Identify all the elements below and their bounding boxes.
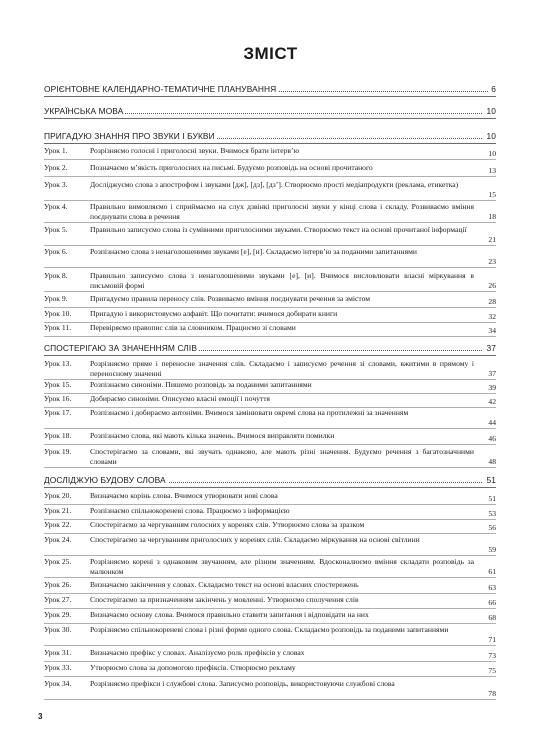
toc-lesson-row[interactable]: [44, 555, 496, 578]
toc-lesson-row[interactable]: [44, 245, 496, 268]
lesson-page: 23: [488, 256, 496, 266]
lesson-number: Урок 24.: [44, 535, 72, 544]
lesson-title: Позначаємо м’якість приголосних на письмі. Будуємо розповідь на основі прочитаного: [90, 163, 373, 172]
toc-section[interactable]: [44, 340, 496, 356]
toc-lesson-row[interactable]: [44, 578, 496, 594]
toc-lesson-row[interactable]: [44, 161, 496, 177]
lesson-title: Утворюємо слова за допомогою префіксів. Створюємо рекламу: [90, 663, 296, 672]
section-title: ПРИГАДУЮ ЗНАННЯ ПРО ЗВУКИ І БУКВИ: [44, 131, 215, 141]
lesson-page: 21: [488, 234, 496, 244]
lesson-page: 75: [488, 665, 496, 675]
lesson-number: Урок 11.: [44, 323, 72, 332]
lesson-page: 71: [488, 634, 496, 644]
lesson-number: Урок 30.: [44, 625, 72, 634]
lesson-title: Правильно вимовляємо і сприймаємо на слух дзвінкі приголосні звуки у кінці слова і складу. Розвиваємо вміння поєднувати слова в речення: [90, 202, 474, 221]
lesson-title: Розрізняємо голосні і приголосні звуки. Вчимося брати інтерв’ю: [90, 146, 300, 155]
section-page: 10: [483, 106, 496, 116]
lesson-number: Урок 25.: [44, 557, 72, 566]
lesson-number: Урок 16.: [44, 394, 72, 403]
toc-lesson-row[interactable]: [44, 321, 496, 337]
toc-lesson-row[interactable]: [44, 357, 496, 380]
lesson-page: 32: [488, 311, 496, 321]
lesson-page: 63: [488, 582, 496, 592]
lesson-title: Розпізнаємо спільнокореневі слова. Працюємо з інформацією: [90, 506, 290, 515]
toc-lesson-row[interactable]: [44, 593, 496, 609]
lesson-number: Урок 18.: [44, 431, 72, 440]
lesson-title: Перевіряємо правопис слів за словником. Працюємо зі словами: [90, 323, 296, 332]
lesson-number: Урок 10.: [44, 309, 72, 318]
lesson-title: Добираємо синоніми. Описуємо власні емоції і почуття: [90, 394, 270, 403]
toc-lesson-row[interactable]: [44, 646, 496, 662]
toc-lesson-row[interactable]: [44, 533, 496, 556]
lesson-number: Урок 20.: [44, 491, 72, 500]
lesson-number: Урок 27.: [44, 595, 72, 604]
section-page: 51: [483, 475, 496, 485]
section-title: ДОСЛІДЖУЮ БУДОВУ СЛОВА: [44, 475, 166, 485]
lesson-number: Урок 4.: [44, 202, 68, 211]
lesson-number: Урок 26.: [44, 580, 72, 589]
lesson-number: Урок 21.: [44, 506, 72, 515]
lesson-page: 42: [488, 396, 496, 406]
lesson-page: 10: [488, 148, 496, 158]
toc-lesson-row[interactable]: [44, 445, 496, 468]
page-number: 3: [38, 712, 43, 721]
lesson-page: 26: [488, 280, 496, 290]
lesson-title: Спостерігаємо за чергуванням приголосних у коренях слів. Складаємо міркування на основі світлини: [90, 535, 420, 544]
lesson-title: Правильно записуємо слова з ненаголошеними звуками [е], [и]. Вчимося висловлювати власні міркування в письмовій формі: [90, 271, 474, 290]
toc-lesson-row[interactable]: [44, 178, 496, 201]
section-page: 6: [488, 84, 496, 94]
lesson-number: Урок 9.: [44, 294, 68, 303]
lesson-number: Урок 29.: [44, 610, 72, 619]
lesson-title: Розпізнаємо синоніми. Пишемо розповідь за поданими запитаннями: [90, 380, 312, 389]
lesson-title: Визначаємо основу слова. Вчимося правильно ставити запитання і відповідати на них: [90, 610, 369, 619]
lesson-page: 44: [488, 417, 496, 427]
lesson-title: Визначаємо закінчення у словах. Складаємо текст на основі власних спостережень: [90, 580, 359, 589]
lesson-title: Визначаємо префікс у словах. Аналізуємо роль префіксів у словах: [90, 648, 305, 657]
toc-lesson-row[interactable]: [44, 518, 496, 534]
lesson-number: Урок 15.: [44, 380, 72, 389]
lesson-page: 59: [488, 544, 496, 554]
lesson-title: Розрізняємо префікси і службові слова. Записуємо розповідь, використовуючи службові слова: [90, 679, 395, 688]
lesson-title: Пригадую і використовуємо алфавіт. Що почитати: вчимося добирати книги: [90, 309, 338, 318]
section-title: УКРАЇНСЬКА МОВА: [44, 106, 124, 116]
toc-lesson-row[interactable]: [44, 223, 496, 246]
lesson-page: 37: [488, 368, 496, 378]
toc-lesson-row[interactable]: [44, 429, 496, 445]
lesson-title: Розрізняємо пряме і переносне значення слів. Складаємо і записуємо речення зі словами, вжитими в прямому і переносному значенні: [90, 359, 474, 378]
toc-lesson-row[interactable]: [44, 661, 496, 677]
lesson-number: Урок 2.: [44, 163, 68, 172]
lesson-page: 51: [488, 493, 496, 503]
lesson-number: Урок 5.: [44, 225, 68, 234]
toc-lesson-row[interactable]: [44, 406, 496, 429]
lesson-title: Розпізнаємо і добираємо антоніми. Вчимося замінювати окремі слова на протилежні за значенням: [90, 408, 409, 417]
lesson-page: 34: [488, 325, 496, 335]
lesson-page: 66: [488, 597, 496, 607]
lesson-title: Досліджуємо слова з апострофом і звуками [дж], [дз], [дз’]. Створюємо прості медіапродукти (реклама, етикетка): [90, 180, 459, 189]
toc-lesson-row[interactable]: [44, 292, 496, 308]
toc-lesson-row[interactable]: [44, 200, 496, 223]
lesson-title: Пригадуємо правила переносу слів. Розвиваємо вміння поєднувати речення за змістом: [90, 294, 371, 303]
toc-lesson-row[interactable]: [44, 144, 496, 160]
lesson-number: Урок 6.: [44, 247, 68, 256]
lesson-title: Правильно записуємо слова із сумівними приголосними звуками. Створюємо текст на основі прочитаної інформації: [90, 225, 467, 234]
lesson-page: 13: [488, 165, 496, 175]
lesson-number: Урок 1.: [44, 146, 68, 155]
lesson-page: 61: [488, 566, 496, 576]
lesson-page: 15: [488, 189, 496, 199]
lesson-number: Урок 22.: [44, 520, 72, 529]
toc-section[interactable]: [44, 128, 496, 144]
lesson-title: Спостерігаємо за призначенням закінчень у мовленні. Утворюємо сполучення слів: [90, 595, 359, 604]
toc-lesson-row[interactable]: [44, 269, 496, 292]
lesson-number: Урок 8.: [44, 271, 68, 280]
lesson-title: Розрізняємо корені з однаковим звучанням, але різним значенням. Вдосконалюємо вміння складати розповідь за малюнком: [90, 557, 474, 576]
lesson-number: Урок 13.: [44, 359, 72, 368]
section-title: СПОСТЕРІГАЮ ЗА ЗНАЧЕННЯМ СЛІВ: [44, 343, 198, 353]
lesson-page: 78: [488, 688, 496, 698]
toc-lesson-row[interactable]: [44, 623, 496, 646]
lesson-page: 68: [488, 612, 496, 622]
toc-lesson-row[interactable]: [44, 608, 496, 624]
toc-section[interactable]: [44, 472, 496, 488]
lesson-page: 56: [488, 522, 496, 532]
lesson-title: Спостерігаємо за словами, які звучать однаково, але мають різні значення. Будуємо речення з багатозначними словами: [90, 447, 474, 466]
toc-section[interactable]: [44, 103, 496, 119]
lesson-title: Спостерігаємо за чергуванням голосних у коренях слів. Утворюємо слова за зразком: [90, 520, 365, 529]
toc-lesson-row[interactable]: [44, 489, 496, 505]
section-page: 37: [483, 343, 496, 353]
section-title: ОРІЄНТОВНЕ КАЛЕНДАРНО-ТЕМАТИЧНЕ ПЛАНУВАННЯ: [44, 84, 277, 94]
page-title: ЗМІСТ: [243, 44, 298, 63]
lesson-number: Урок 17.: [44, 408, 72, 417]
lesson-page: 48: [488, 456, 496, 466]
lesson-number: Урок 19.: [44, 447, 72, 456]
toc-lesson-row[interactable]: [44, 677, 496, 700]
lesson-page: 73: [488, 650, 496, 660]
lesson-page: 18: [488, 211, 496, 221]
lesson-title: Розрізняємо спільнокореневі слова і різні форми одного слова. Складаємо розповідь за поданими запитаннями: [90, 625, 449, 634]
lesson-title: Розпізнаємо слова, які мають кілька значень. Вчимося виправляти помилки: [90, 431, 335, 440]
lesson-title: Розпізнаємо слова з ненаголошеними звуками [е], [и]. Складаємо інтерв’ю за поданими запитаннями: [90, 247, 417, 256]
lesson-title: Визначаємо корінь слова. Вчимося утворювати нові слова: [90, 491, 278, 500]
lesson-number: Урок 31.: [44, 648, 72, 657]
lesson-page: 28: [488, 296, 496, 306]
section-page: 10: [483, 131, 496, 141]
toc-section[interactable]: [44, 81, 496, 97]
lesson-number: Урок 33.: [44, 663, 72, 672]
lesson-page: 46: [488, 433, 496, 443]
lesson-number: Урок 34.: [44, 679, 72, 688]
lesson-page: 39: [488, 382, 496, 392]
lesson-number: Урок 3.: [44, 180, 68, 189]
lesson-page: 53: [488, 508, 496, 518]
